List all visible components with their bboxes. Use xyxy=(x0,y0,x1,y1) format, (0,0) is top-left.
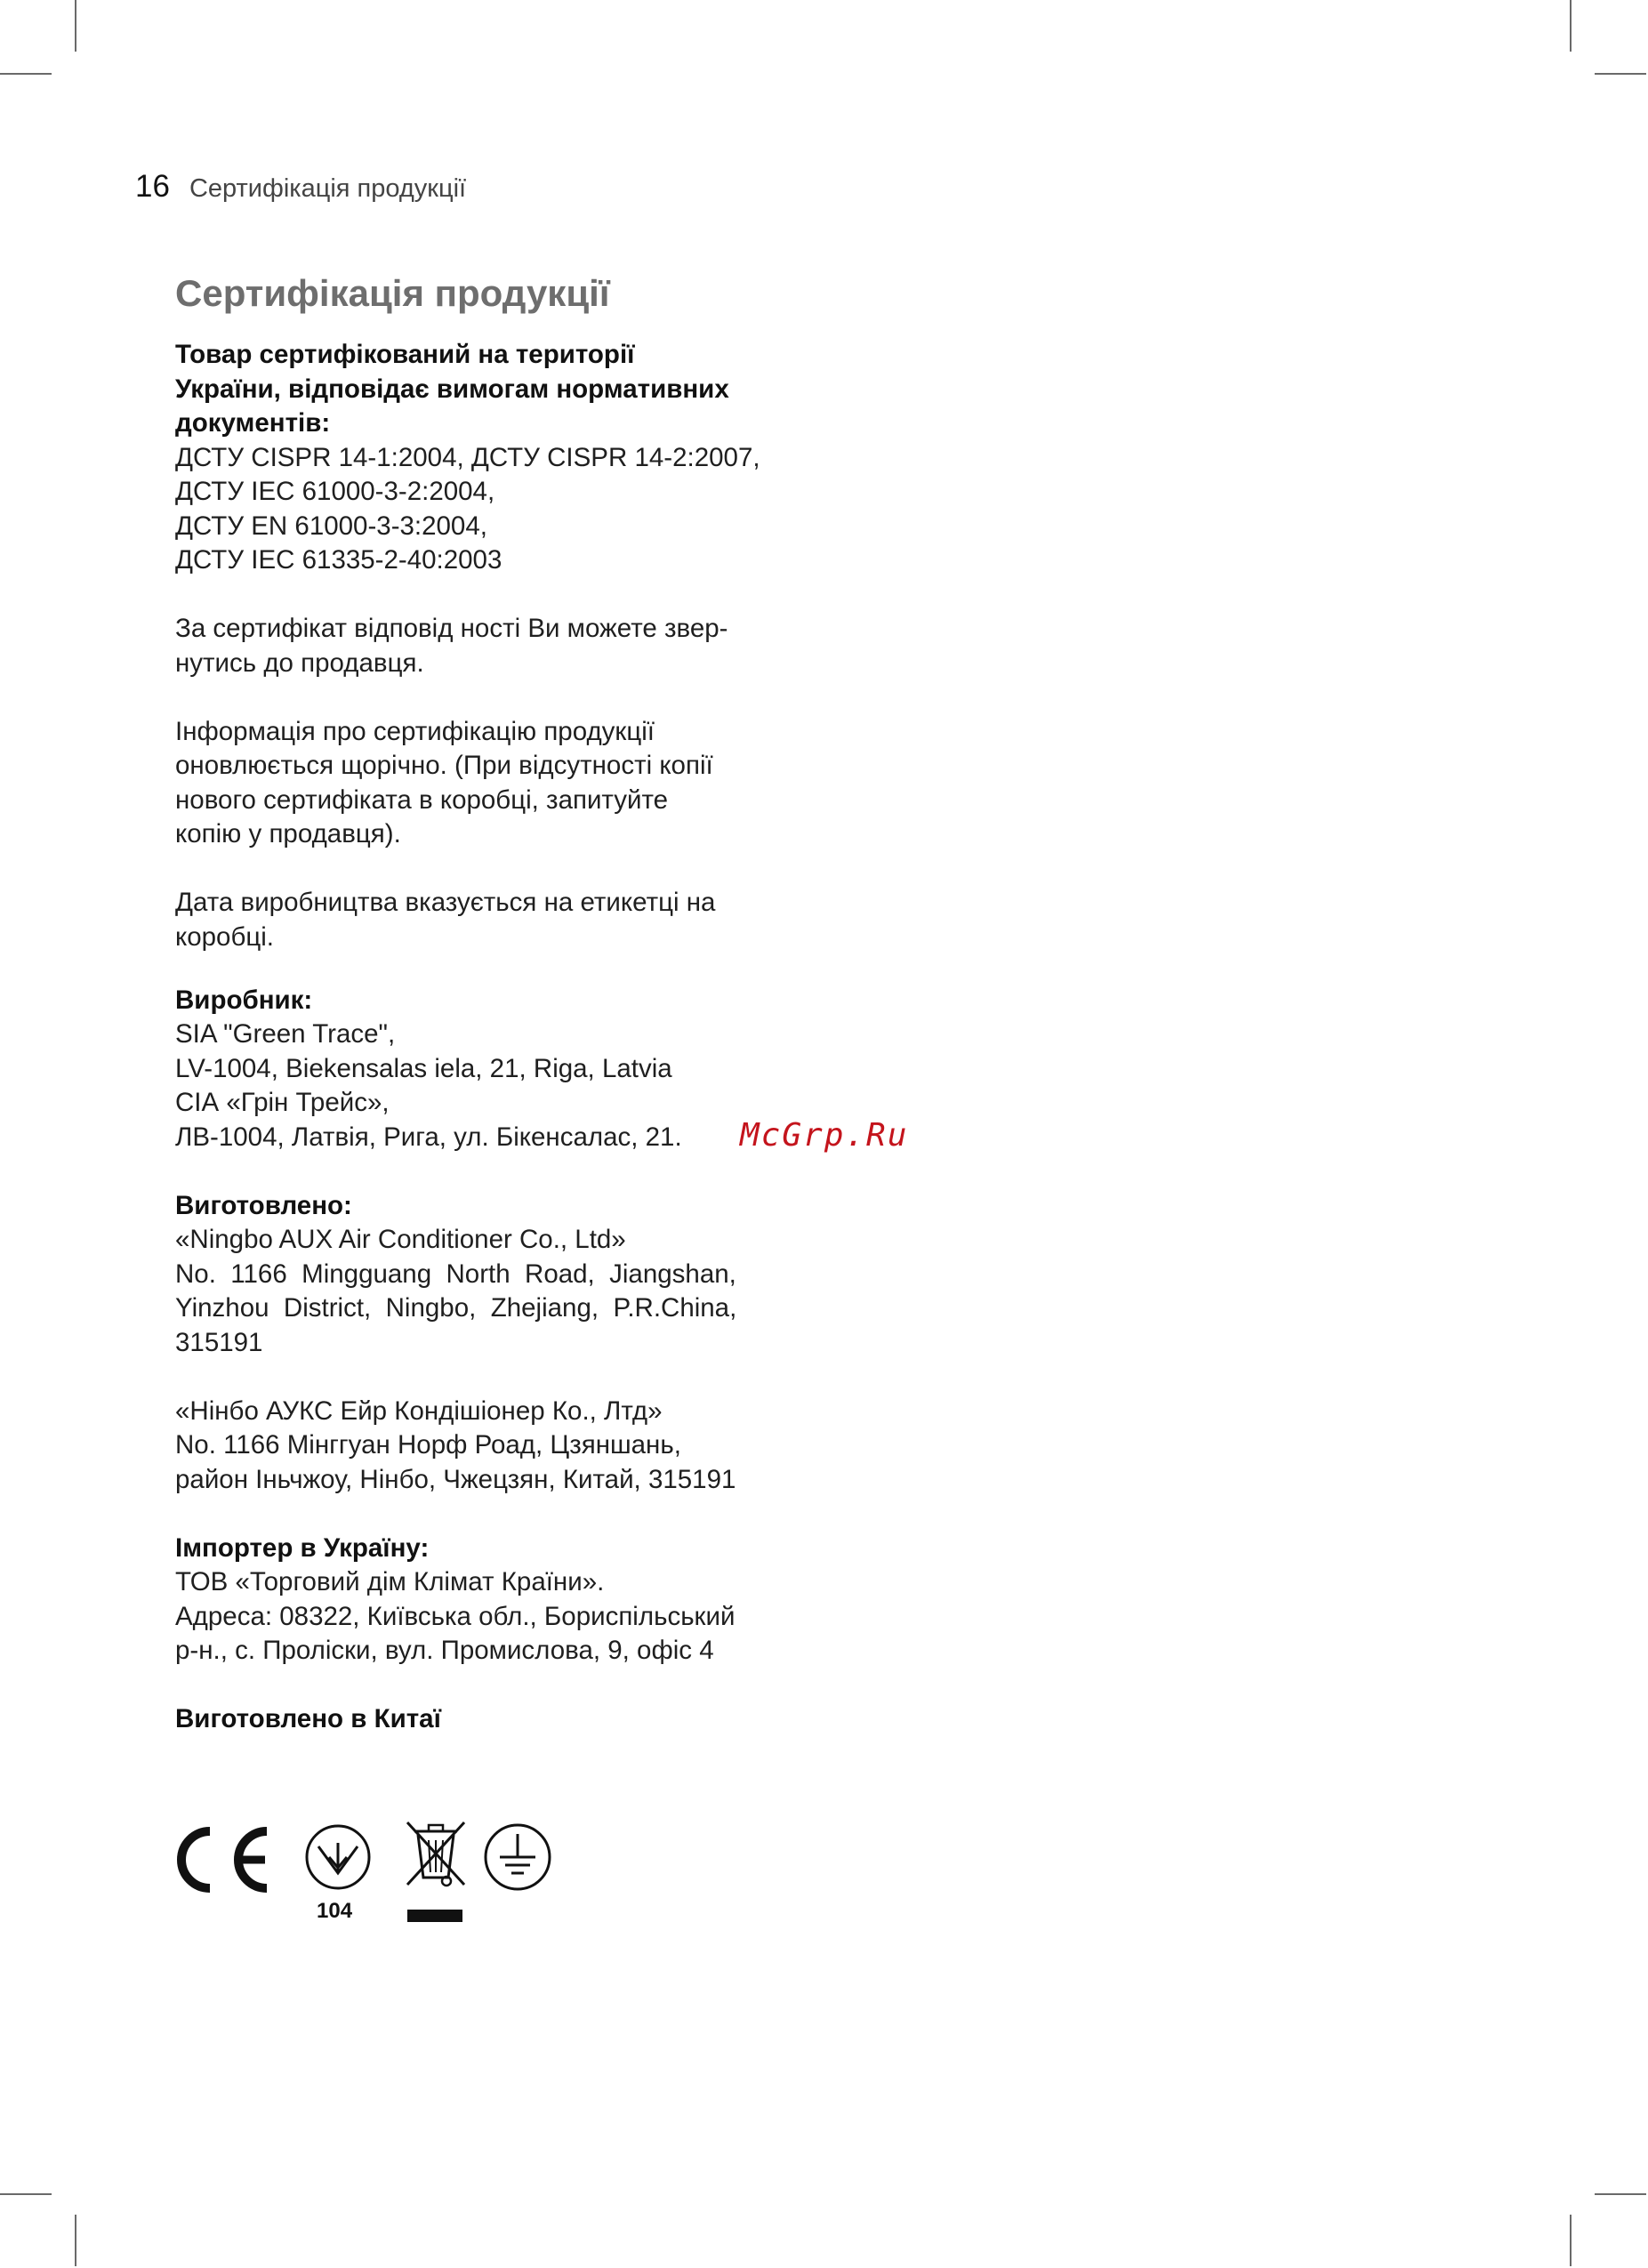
address-line: ЛВ-1004, Латвія, Рига, ул. Бікенсалас, 21. xyxy=(175,1122,682,1152)
address-line: «Ningbo AUX Air Conditioner Co., Ltd» xyxy=(175,1225,626,1254)
certification-intro xyxy=(175,338,802,441)
address-line: No. 1166 Mingguang North Road, Jiangshan, xyxy=(175,1259,736,1289)
cert-intro-line: Товар сертифікований на території xyxy=(175,340,635,369)
paragraph-line: нутись до продавця. xyxy=(175,647,424,678)
paragraph-line: копію у продавця). xyxy=(175,819,401,848)
address-line: Адреса: 08322, Київська обл., Бориспільський xyxy=(175,1601,736,1631)
importer-section xyxy=(175,1532,802,1669)
section-heading: Виготовлено: xyxy=(175,1190,352,1220)
country-of-origin: Виготовлено в Китаї xyxy=(175,1704,441,1733)
address-line: СІА «Грін Трейс», xyxy=(175,1088,390,1117)
address-line: LV-1004, Biekensalas iela, 21, Riga, Latvia xyxy=(175,1053,672,1083)
paragraph-line: коробці. xyxy=(175,921,274,952)
made-by-ua-section xyxy=(175,1395,802,1498)
made-by-section xyxy=(175,1189,802,1361)
crop-mark xyxy=(1595,73,1646,75)
cert-intro-line: документів: xyxy=(175,408,331,438)
update-paragraph xyxy=(175,715,802,852)
address-line: р-н., с. Пролiски, вул. Промислова, 9, офіс 4 xyxy=(175,1636,714,1665)
production-date-paragraph xyxy=(175,886,802,954)
address-line: SIA "Green Trace", xyxy=(175,1019,396,1049)
crop-mark xyxy=(1595,2193,1646,2195)
section-heading: Виробник: xyxy=(175,985,313,1015)
weee-crossed-bin-icon xyxy=(402,1819,470,1924)
crop-mark xyxy=(75,2215,76,2266)
standard-line: ДСТУ IEC 61335-2-40:2003 xyxy=(175,545,502,575)
paragraph-line: оновлюється щорічно. (При відсутності копії xyxy=(175,751,713,780)
cert-intro-line: України, відповідає вимогам нормативних xyxy=(175,374,729,404)
watermark: McGrp.Ru xyxy=(740,1117,909,1154)
crop-mark xyxy=(1570,0,1572,52)
address-line: ТОВ «Торговий дім Клімат Країни». xyxy=(175,1567,605,1596)
paragraph-line: За сертифікат відповід ності Ви можете звер- xyxy=(175,614,728,643)
ukraine-conformity-icon xyxy=(302,1822,374,1893)
page-number: 16 xyxy=(135,169,170,204)
section-heading: Імпортер в Україну: xyxy=(175,1532,430,1563)
page-header xyxy=(135,169,466,208)
address-line: 315191 xyxy=(175,1327,263,1357)
crop-mark xyxy=(0,73,52,75)
standards-list xyxy=(175,441,802,578)
crop-mark xyxy=(1570,2215,1572,2266)
manufacturer-section xyxy=(175,984,802,1155)
standard-line: ДСТУ EN 61000-3-3:2004, xyxy=(175,511,487,541)
certification-marks xyxy=(174,1819,566,1934)
main-content xyxy=(175,265,802,1737)
protective-earth-icon xyxy=(482,1822,553,1893)
address-line: No. 1166 Мінггуан Норф Роад, Цзяншань, xyxy=(175,1430,681,1460)
conformity-code: 104 xyxy=(317,1899,353,1923)
crop-mark xyxy=(0,2193,52,2195)
ce-mark-icon xyxy=(174,1826,272,1894)
address-line: Yinzhou District, Ningbo, Zhejiang, P.R.China, xyxy=(175,1293,737,1323)
address-line: «Нінбо АУКС Ейр Кондішіонер Ко., Лтд» xyxy=(175,1395,663,1426)
page-title: Сертифікація продукції xyxy=(175,272,610,314)
paragraph-line: Інформація про сертифікацію продукції xyxy=(175,716,655,746)
running-title: Сертифікація продукції xyxy=(189,174,467,203)
responsibility-paragraph xyxy=(175,612,802,680)
paragraph-line: нового сертифіката в коробці, запитуйте xyxy=(175,784,669,815)
address-line: район Іньчжоу, Нінбо, Чжецзян, Китай, 315191 xyxy=(175,1464,736,1494)
standard-line: ДСТУ IEC 61000-3-2:2004, xyxy=(175,477,495,506)
standard-line: ДСТУ CISPR 14-1:2004, ДСТУ CISPR 14-2:2007, xyxy=(175,442,760,472)
paragraph-line: Дата виробництва вказується на етикетці на xyxy=(175,888,716,917)
crop-mark xyxy=(75,0,76,52)
